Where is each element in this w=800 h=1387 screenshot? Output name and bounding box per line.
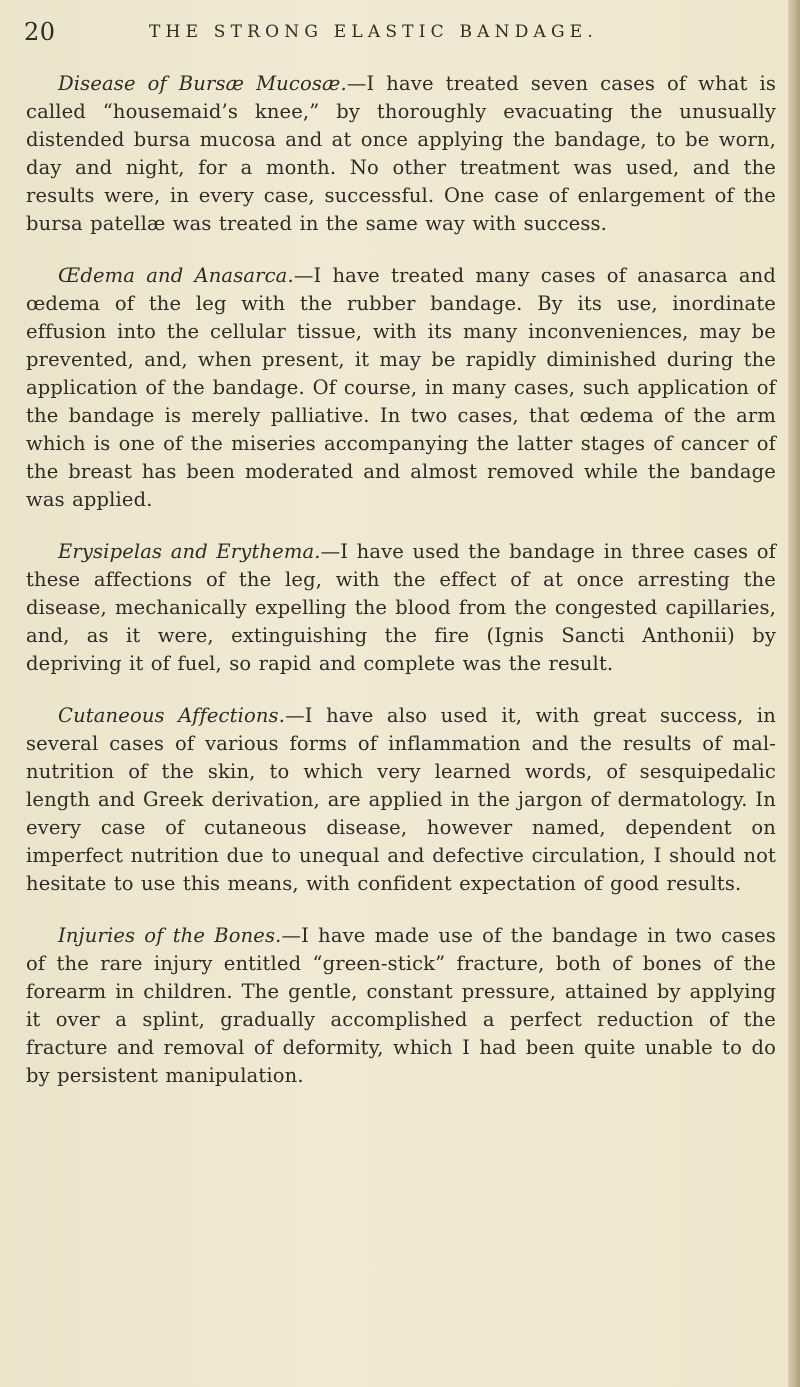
paragraph-heading: Injuries of the Bones.: [58, 924, 282, 947]
paragraph-erysipelas-erythema: [26, 538, 776, 678]
paragraph-heading: Disease of Bursæ Mucosæ.: [58, 72, 347, 95]
paragraph-text: —I have also used it, with great success, in several cases of various forms of inflammation and the results of mal-nutrition of the skin, to which very learned words, of sesquipedalic length and Greek derivation, are applied in the jargon of dermatology. In every case of cutaneous disease, however named, dependent on imperfect nutrition due to unequal and defective circulation, I should not hesitate to use this means, with confident expectation of good results.: [26, 704, 776, 895]
running-head: THE STRONG ELASTIC BANDAGE.: [149, 22, 598, 42]
paragraph-text: —I have treated many cases of anasarca and œdema of the leg with the rubber bandage. By its use, inordinate effusion into the cellular tissue, with its many inconveniences, may be prevented, and, when present, it may be rapidly diminished during the application of the bandage. Of course, in many cases, such application of the bandage is merely palliative. In two cases, that œdema of the arm which is one of the miseries accompanying the latter stages of cancer of the breast has been moderated and almost removed while the bandage was applied.: [26, 264, 776, 511]
paragraph-heading: Erysipelas and Erythema.: [58, 540, 321, 563]
page-header: [24, 18, 774, 58]
paragraph-text: —I have used the bandage in three cases of these affections of the leg, with the effect of at once arresting the disease, mechanically expelling the blood from the congested capillaries, and, as it were, extinguishing the fire (Ignis Sancti Anthonii) by depriving it of fuel, so rapid and complete was the result.: [26, 540, 776, 675]
page-edge: [788, 0, 800, 1387]
paragraph-cutaneous-affections: [26, 702, 776, 898]
page-number: 20: [24, 18, 56, 46]
paragraph-injuries-bones: [26, 922, 776, 1090]
paragraph-text: —I have treated seven cases of what is called “housemaid’s knee,” by thoroughly evacuating the unusually distended bursa mucosa and at once applying the bandage, to be worn, day and night, for a month. No other treatment was used, and the results were, in every case, successful. One case of enlargement of the bursa patellæ was treated in the same way with success.: [26, 72, 776, 235]
paragraph-heading: Œdema and Anasarca.: [58, 264, 294, 287]
paragraph-heading: Cutaneous Affections.: [58, 704, 286, 727]
paragraph-oedema-anasarca: [26, 262, 776, 514]
paragraph-bursae-mucosae: [26, 70, 776, 238]
body-text: [26, 70, 776, 1114]
paragraph-text: —I have made use of the bandage in two cases of the rare injury entitled “green-stick” fracture, both of bones of the forearm in children. The gentle, constant pressure, attained by applying it over a splint, gradually accomplished a perfect reduction of the fracture and removal of deformity, which I had been quite unable to do by persistent manipulation.: [26, 924, 776, 1087]
